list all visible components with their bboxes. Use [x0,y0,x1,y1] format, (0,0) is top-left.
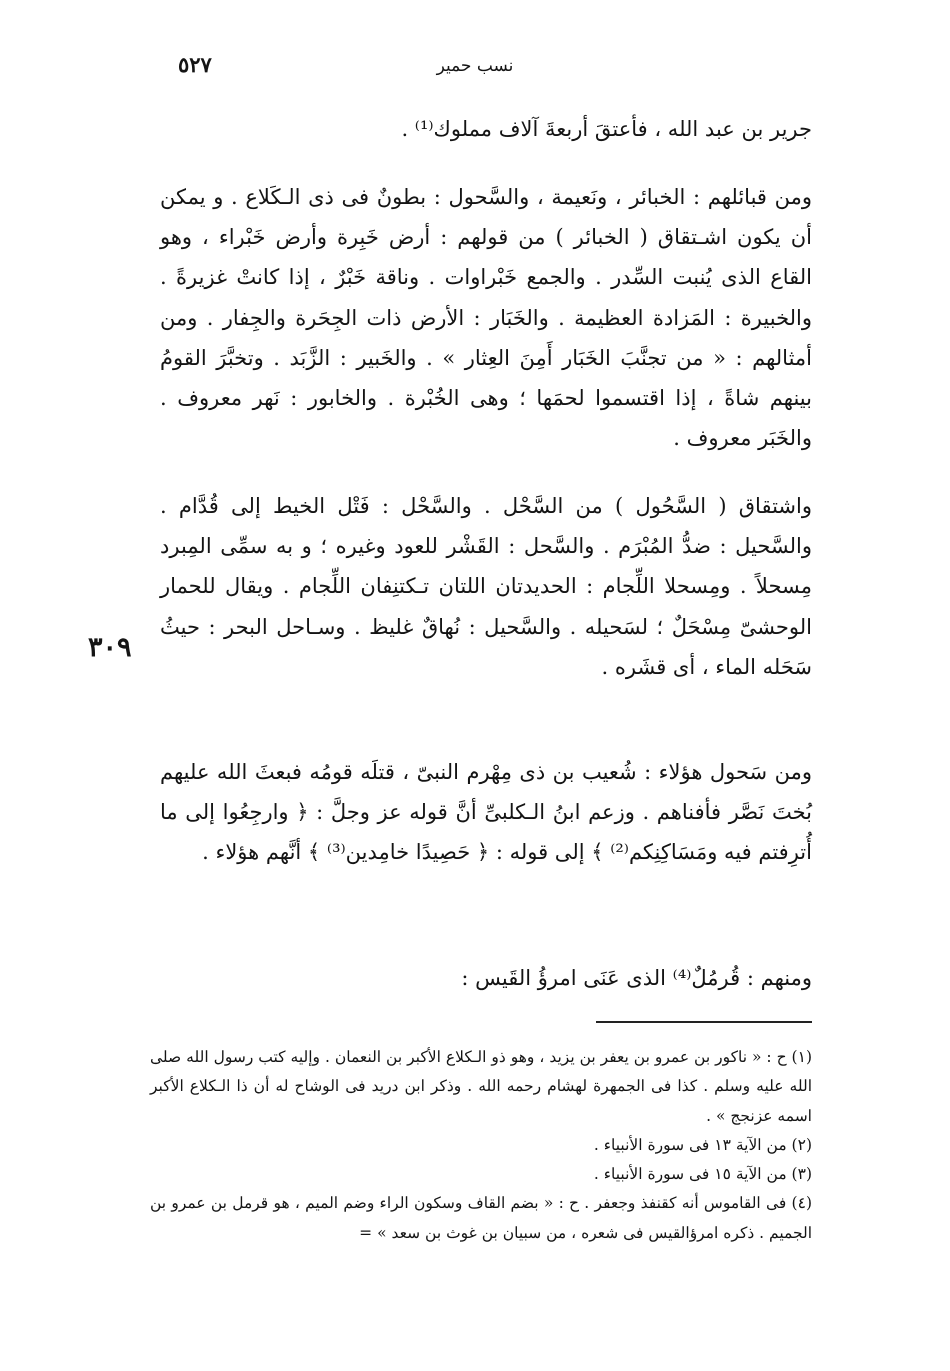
footnotes [150,1043,812,1248]
paragraph: ومنهم : قُرمُلٌ⁽⁴⁾ الذى عَنَى امرؤُ القَيس : [461,966,812,990]
paragraph: واشتقاق ( السَّحُول ) من السَّحْل . والسَّحْل : فَتْل الخيط إلى قُدَّام . والسَّحيل : ضدُّ المُبْرَم . والسَّحل : القَشْر للعود وغيره ؛ و به سمِّى المِبرد مِسحلاً . ومِسحلا اللِّجام : الحديدتان اللتان تـكتنِفان اللِّجام . ويقال للحمار الوحشىّ مِسْحَلٌ ؛ لسَحيله . والسَّحيل : نُهاقٌ غليظ . وسـاحل البحر : حيثُ سَحَله الماء ، أى قشَره . [160,494,812,679]
page-number: ٥٢٧ [178,52,212,77]
paragraph: جرير بن عبد الله ، فأعتقَ أربعةَ آلاف مملوك⁽¹⁾ . [401,117,812,141]
footnote: (٢) من الآية ١٣ فى سورة الأنبياء . [593,1135,812,1154]
page-header [150,52,800,86]
footnote: (٤) فى القاموس أنه كقنفذ وجعفر . ح : « بضم القاف وسكون الراء وضم الميم ، هو قرمل بن عمرو بن الجميم . ذكره امرؤالقيس فى شعره ، من سبيان بن غوث بن سعد » = [150,1194,812,1242]
footnote-divider [596,1021,812,1023]
paragraph-shuayb [160,752,812,873]
paragraph: ومن سَحول هؤلاء : شُعيب بن ذى مِهْرم النبىّ ، قتلَه قومُه فبعثَ الله عليهم بُختَ نَصَّر فأفناهم . وزعم ابنُ الـكلبىِّ أنَّ قوله عز وجلَّ : ﴿ وارجِعُوا إلى ما أُترِفتم فيه ومَسَاكِنِكم⁽²⁾ ﴾ إلى قوله : ﴿ حَصِيدًا خامِدين⁽³⁾ ﴾ أنَّهم هؤلاء . [160,760,812,865]
footnote: (١) ح : « ناكور بن عمرو بن يعفر بن يزيد ، وهو ذو الـكلاع الأكبر بن النعمان . وإليه كتب رسول الله صلى الله عليه وسلم . كذا فى الجمهرة لهشام رحمه الله . وذكر ابن دريد فى الوشاح له أن ذا الـكلاع الأكبر اسمه عزنجج » . [150,1048,812,1125]
margin-number: ٣٠٩ [88,632,132,663]
paragraph: ومن قبائلهم : الخبائر ، ونَعيمة ، والسَّحول : بطونٌ فى ذى الـكَلاع . و يمكن أن يكون اشـتقاق ( الخبائر ) من قولهم : أرض خَبِرة وأرض خَبْراء ، وهو القاع الذى يُنبت السِّدر . والجمع خَبْراوات . وناقة خَبْرٌ ، إذا كانتْ غزيرةً . والخبيرة : المَزادة العظيمة . والخَبَار : الأرض ذات الجِحَرة والجِفار . ومن أمثالهم : « من تجنَّبَ الخَبَار أَمِنَ العِثار » . والخَبير : الزَّبَد . وتخبَّرَ القومُ بينهم شاةً ، إذا اقتسموا لحمَها ؛ وهى الخُبْرة . والخابور : نَهر معروف . والخَبَر معروف . [160,185,812,451]
paragraph-tribes [160,177,812,458]
paragraph-qurmul [160,958,812,998]
paragraph-continuation [160,109,812,149]
footnote: (٣) من الآية ١٥ فى سورة الأنبياء . [593,1165,812,1184]
running-title: نسب حمير [436,56,514,76]
paragraph-etymology [160,486,812,687]
